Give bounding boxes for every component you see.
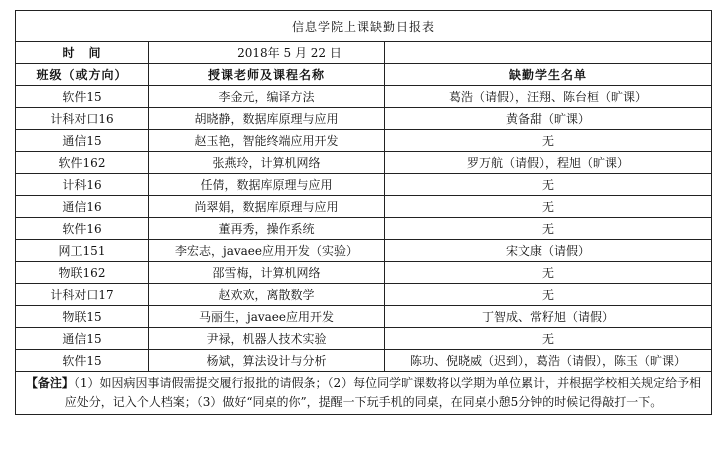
table-row <box>16 196 712 218</box>
class-cell: 物联162 <box>16 262 149 284</box>
class-cell: 计科对口16 <box>16 108 149 130</box>
note-label: 【备注】 <box>25 376 74 390</box>
absent-cell: 无 <box>385 284 712 306</box>
column-header-class: 班级（或方向） <box>16 64 149 86</box>
table-row <box>16 174 712 196</box>
teacher-course-cell: 胡晓静，数据库原理与应用 <box>149 108 385 130</box>
table-row <box>16 108 712 130</box>
absent-cell: 无 <box>385 196 712 218</box>
note-row <box>16 372 712 415</box>
teacher-course-cell: 李金元，编译方法 <box>149 86 385 108</box>
absent-cell: 无 <box>385 130 712 152</box>
note-cell <box>16 372 712 415</box>
time-row-empty-cell <box>385 42 712 64</box>
table-row <box>16 152 712 174</box>
class-cell: 通信15 <box>16 328 149 350</box>
teacher-course-cell: 马丽生，javaee应用开发 <box>149 306 385 328</box>
teacher-course-cell: 邵雪梅，计算机网络 <box>149 262 385 284</box>
column-header-absent: 缺勤学生名单 <box>385 64 712 86</box>
time-label: 时 间 <box>16 42 149 64</box>
table-row <box>16 218 712 240</box>
table-row <box>16 328 712 350</box>
class-cell: 软件15 <box>16 350 149 372</box>
teacher-course-cell: 赵欢欢，离散数学 <box>149 284 385 306</box>
table-row <box>16 262 712 284</box>
title-row <box>16 11 712 42</box>
note-text: （1）如因病因事请假需提交履行报批的请假条；（2）每位同学旷课数将以学期为单位累计，并根据学校相关规定给予相应处分，记入个人档案；（3）做好“同桌的你”，提醒一下玩手机的同桌，在同桌小憩5分钟的时候记得敲打一下。 <box>64 376 702 409</box>
teacher-course-cell: 尚翠娟，数据库原理与应用 <box>149 196 385 218</box>
class-cell: 通信15 <box>16 130 149 152</box>
table-row <box>16 350 712 372</box>
absent-cell: 黄备甜（旷课） <box>385 108 712 130</box>
class-cell: 软件16 <box>16 218 149 240</box>
absent-cell: 葛浩（请假），汪翔、陈台桓（旷课） <box>385 86 712 108</box>
table-row <box>16 284 712 306</box>
report-date: 2018年 5 月 22 日 <box>149 42 385 64</box>
class-cell: 网工151 <box>16 240 149 262</box>
teacher-course-cell: 赵玉艳，智能终端应用开发 <box>149 130 385 152</box>
class-cell: 物联15 <box>16 306 149 328</box>
table-row <box>16 306 712 328</box>
absent-cell: 无 <box>385 218 712 240</box>
absent-cell: 无 <box>385 174 712 196</box>
teacher-course-cell: 李宏志，javaee应用开发（实验） <box>149 240 385 262</box>
teacher-course-cell: 张燕玲，计算机网络 <box>149 152 385 174</box>
table-row <box>16 240 712 262</box>
class-cell: 计科对口17 <box>16 284 149 306</box>
teacher-course-cell: 董再秀，操作系统 <box>149 218 385 240</box>
absent-cell: 无 <box>385 328 712 350</box>
attendance-table <box>15 10 712 415</box>
report-title: 信息学院上课缺勤日报表 <box>16 11 712 42</box>
table-row <box>16 130 712 152</box>
absent-cell: 无 <box>385 262 712 284</box>
time-row <box>16 42 712 64</box>
teacher-course-cell: 任倩，数据库原理与应用 <box>149 174 385 196</box>
teacher-course-cell: 尹禄，机器人技术实验 <box>149 328 385 350</box>
absent-cell: 丁智成、常籽旭（请假） <box>385 306 712 328</box>
class-cell: 软件15 <box>16 86 149 108</box>
class-cell: 软件162 <box>16 152 149 174</box>
class-cell: 通信16 <box>16 196 149 218</box>
header-row <box>16 64 712 86</box>
absent-cell: 陈功、倪晓威（迟到），葛浩（请假），陈玉（旷课） <box>385 350 712 372</box>
absent-cell: 罗万航（请假），程旭（旷课） <box>385 152 712 174</box>
teacher-course-cell: 杨斌，算法设计与分析 <box>149 350 385 372</box>
table-row <box>16 86 712 108</box>
column-header-teacher-course: 授课老师及课程名称 <box>149 64 385 86</box>
absent-cell: 宋文康（请假） <box>385 240 712 262</box>
class-cell: 计科16 <box>16 174 149 196</box>
